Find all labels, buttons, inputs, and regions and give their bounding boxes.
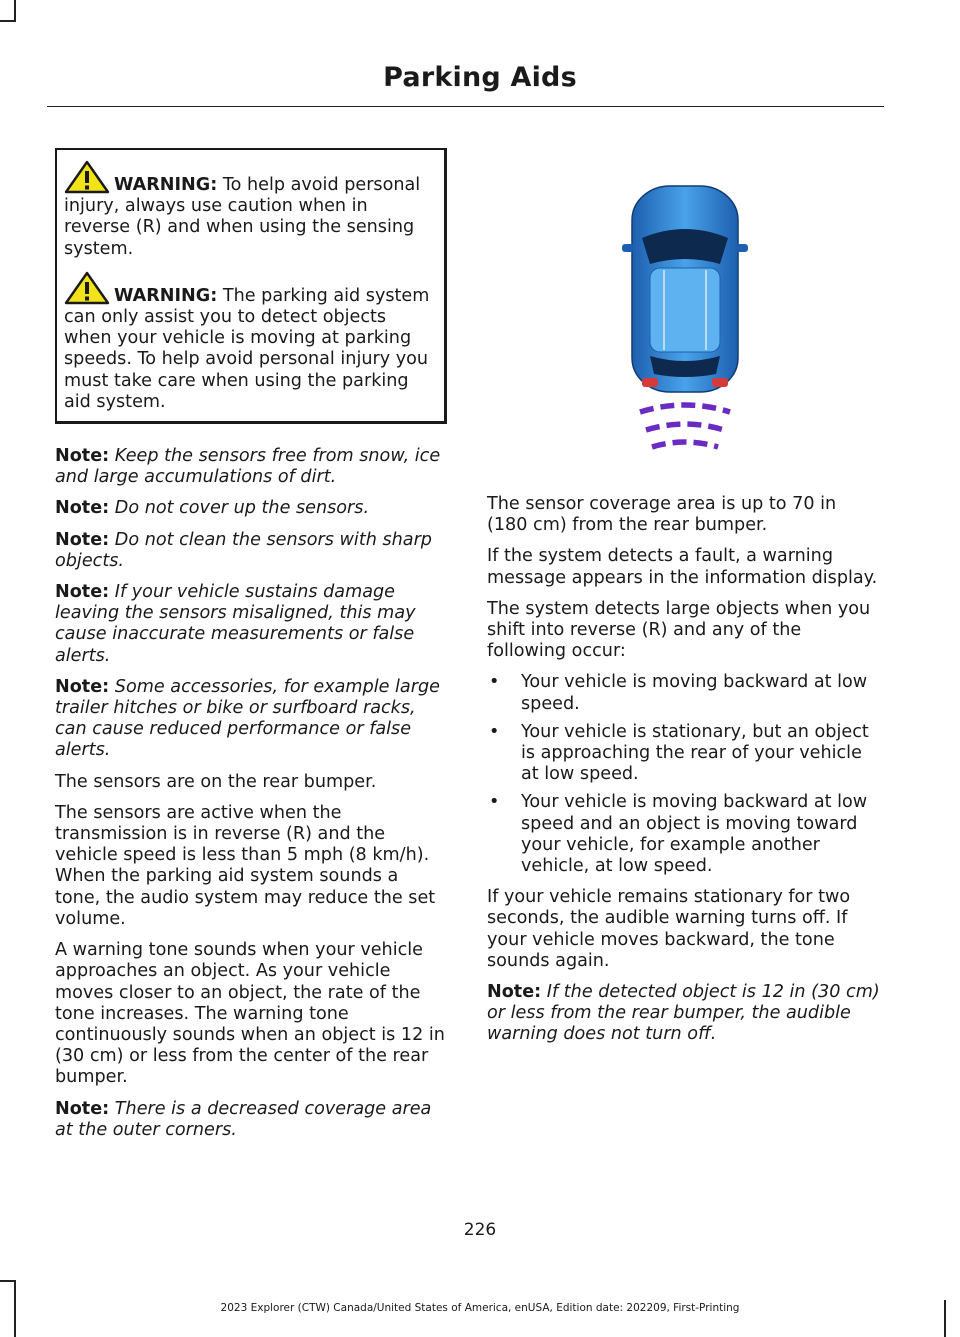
body-paragraph: If the system detects a fault, a warning message appears in the information display. [487,546,878,588]
parking-sensor-illustration [620,180,750,470]
body-paragraph: If your vehicle remains stationary for two seconds, the audible warning turns off. If your vehicle moves backward, the tone sounds again. [487,887,851,971]
crop-mark [0,1280,16,1282]
body-paragraph: The sensors are active when the transmission is in reverse (R) and the vehicle speed is less than 5 mph (8 km/h). When the parking aid system sounds a tone, the audio system may reduce the set volume. [55,802,436,929]
note-paragraph [55,446,447,488]
list-item [487,792,882,877]
body-paragraph: The sensor coverage area is up to 70 in (180 cm) from the rear bumper. [487,494,837,536]
note-paragraph [55,677,447,762]
list-item-text: Your vehicle is moving backward at low speed and an object is moving toward your vehicle, for example another vehicle, at low speed. [521,792,868,877]
note-text: There is a decreased coverage area at the outer corners. [55,1098,432,1140]
note-label: Note: [55,529,110,550]
warning-triangle-icon [64,160,110,194]
note-label: Note: [55,582,110,603]
crop-mark [0,20,16,22]
warning-label: WARNING: [114,175,218,195]
note-text: Do not clean the sensors with sharp objects. [55,529,432,571]
note-text: Some accessories, for example large trailer hitches or bike or surfboard racks, can cause reduced performance or false alerts. [55,676,440,761]
note-label: Note: [55,446,110,467]
left-column [55,148,447,1151]
note-label: Note: [487,982,542,1003]
note-label: Note: [55,676,110,697]
body-paragraph: The sensors are on the rear bumper. [55,771,377,792]
bullet-marker: • [489,721,500,742]
list-item-text: Your vehicle is moving backward at low speed. [521,672,868,714]
vehicle-top-view [622,186,748,392]
note-paragraph [55,498,447,519]
note-text: Keep the sensors free from snow, ice and large accumulations of dirt. [55,446,441,488]
note-text: If the detected object is 12 in (30 cm) or less from the rear bumper, the audible warning does not turn off. [487,982,880,1045]
condition-list [487,672,882,877]
page-number: 226 [463,1220,497,1240]
sensor-waves [640,405,730,447]
note-label: Note: [55,1098,110,1119]
warning-text: The parking aid system can only assist you to detect objects when your vehicle is moving at parking speeds. To help avoid personal injury you must take care when using the parking aid system. [64,285,430,412]
bullet-marker: • [489,672,500,693]
bullet-marker: • [489,792,500,813]
header-divider [47,106,884,107]
right-column [487,494,882,1056]
warning-triangle-icon [64,271,110,305]
list-item [487,722,882,786]
warning-label: WARNING: [114,285,218,306]
footer-edition-text: 2023 Explorer (CTW) Canada/United States of America, enUSA, Edition date: 202209, First-Printing [220,1302,740,1314]
warning-box [55,148,447,424]
note-paragraph [55,1099,447,1141]
note-text: Do not cover up the sensors. [109,498,370,519]
body-paragraph: The system detects large objects when you shift into reverse (R) and any of the following occur: [487,598,871,662]
crop-mark [14,0,16,22]
body-paragraph: A warning tone sounds when your vehicle approaches an object. As your vehicle moves closer to an object, the rate of the tone increases. The warning tone continuously sounds when an object is 12 in (30 cm) or less from the center of the rear bumper. [55,940,445,1088]
warning-text: To help avoid personal injury, always use caution when in reverse (R) and when using the sensing system. [64,175,421,259]
page-title: Parking Aids [383,62,577,93]
warning-paragraph [64,160,438,260]
note-paragraph [55,530,447,572]
warning-paragraph [64,271,438,413]
note-label: Note: [55,498,110,519]
list-item [487,672,882,714]
note-paragraph [487,982,882,1046]
list-item-text: Your vehicle is stationary, but an object is approaching the rear of your vehicle at low speed. [521,721,869,785]
note-paragraph [55,582,447,667]
note-text: If your vehicle sustains damage leaving the sensors misaligned, this may cause inaccurate measurements or false alerts. [55,582,416,666]
